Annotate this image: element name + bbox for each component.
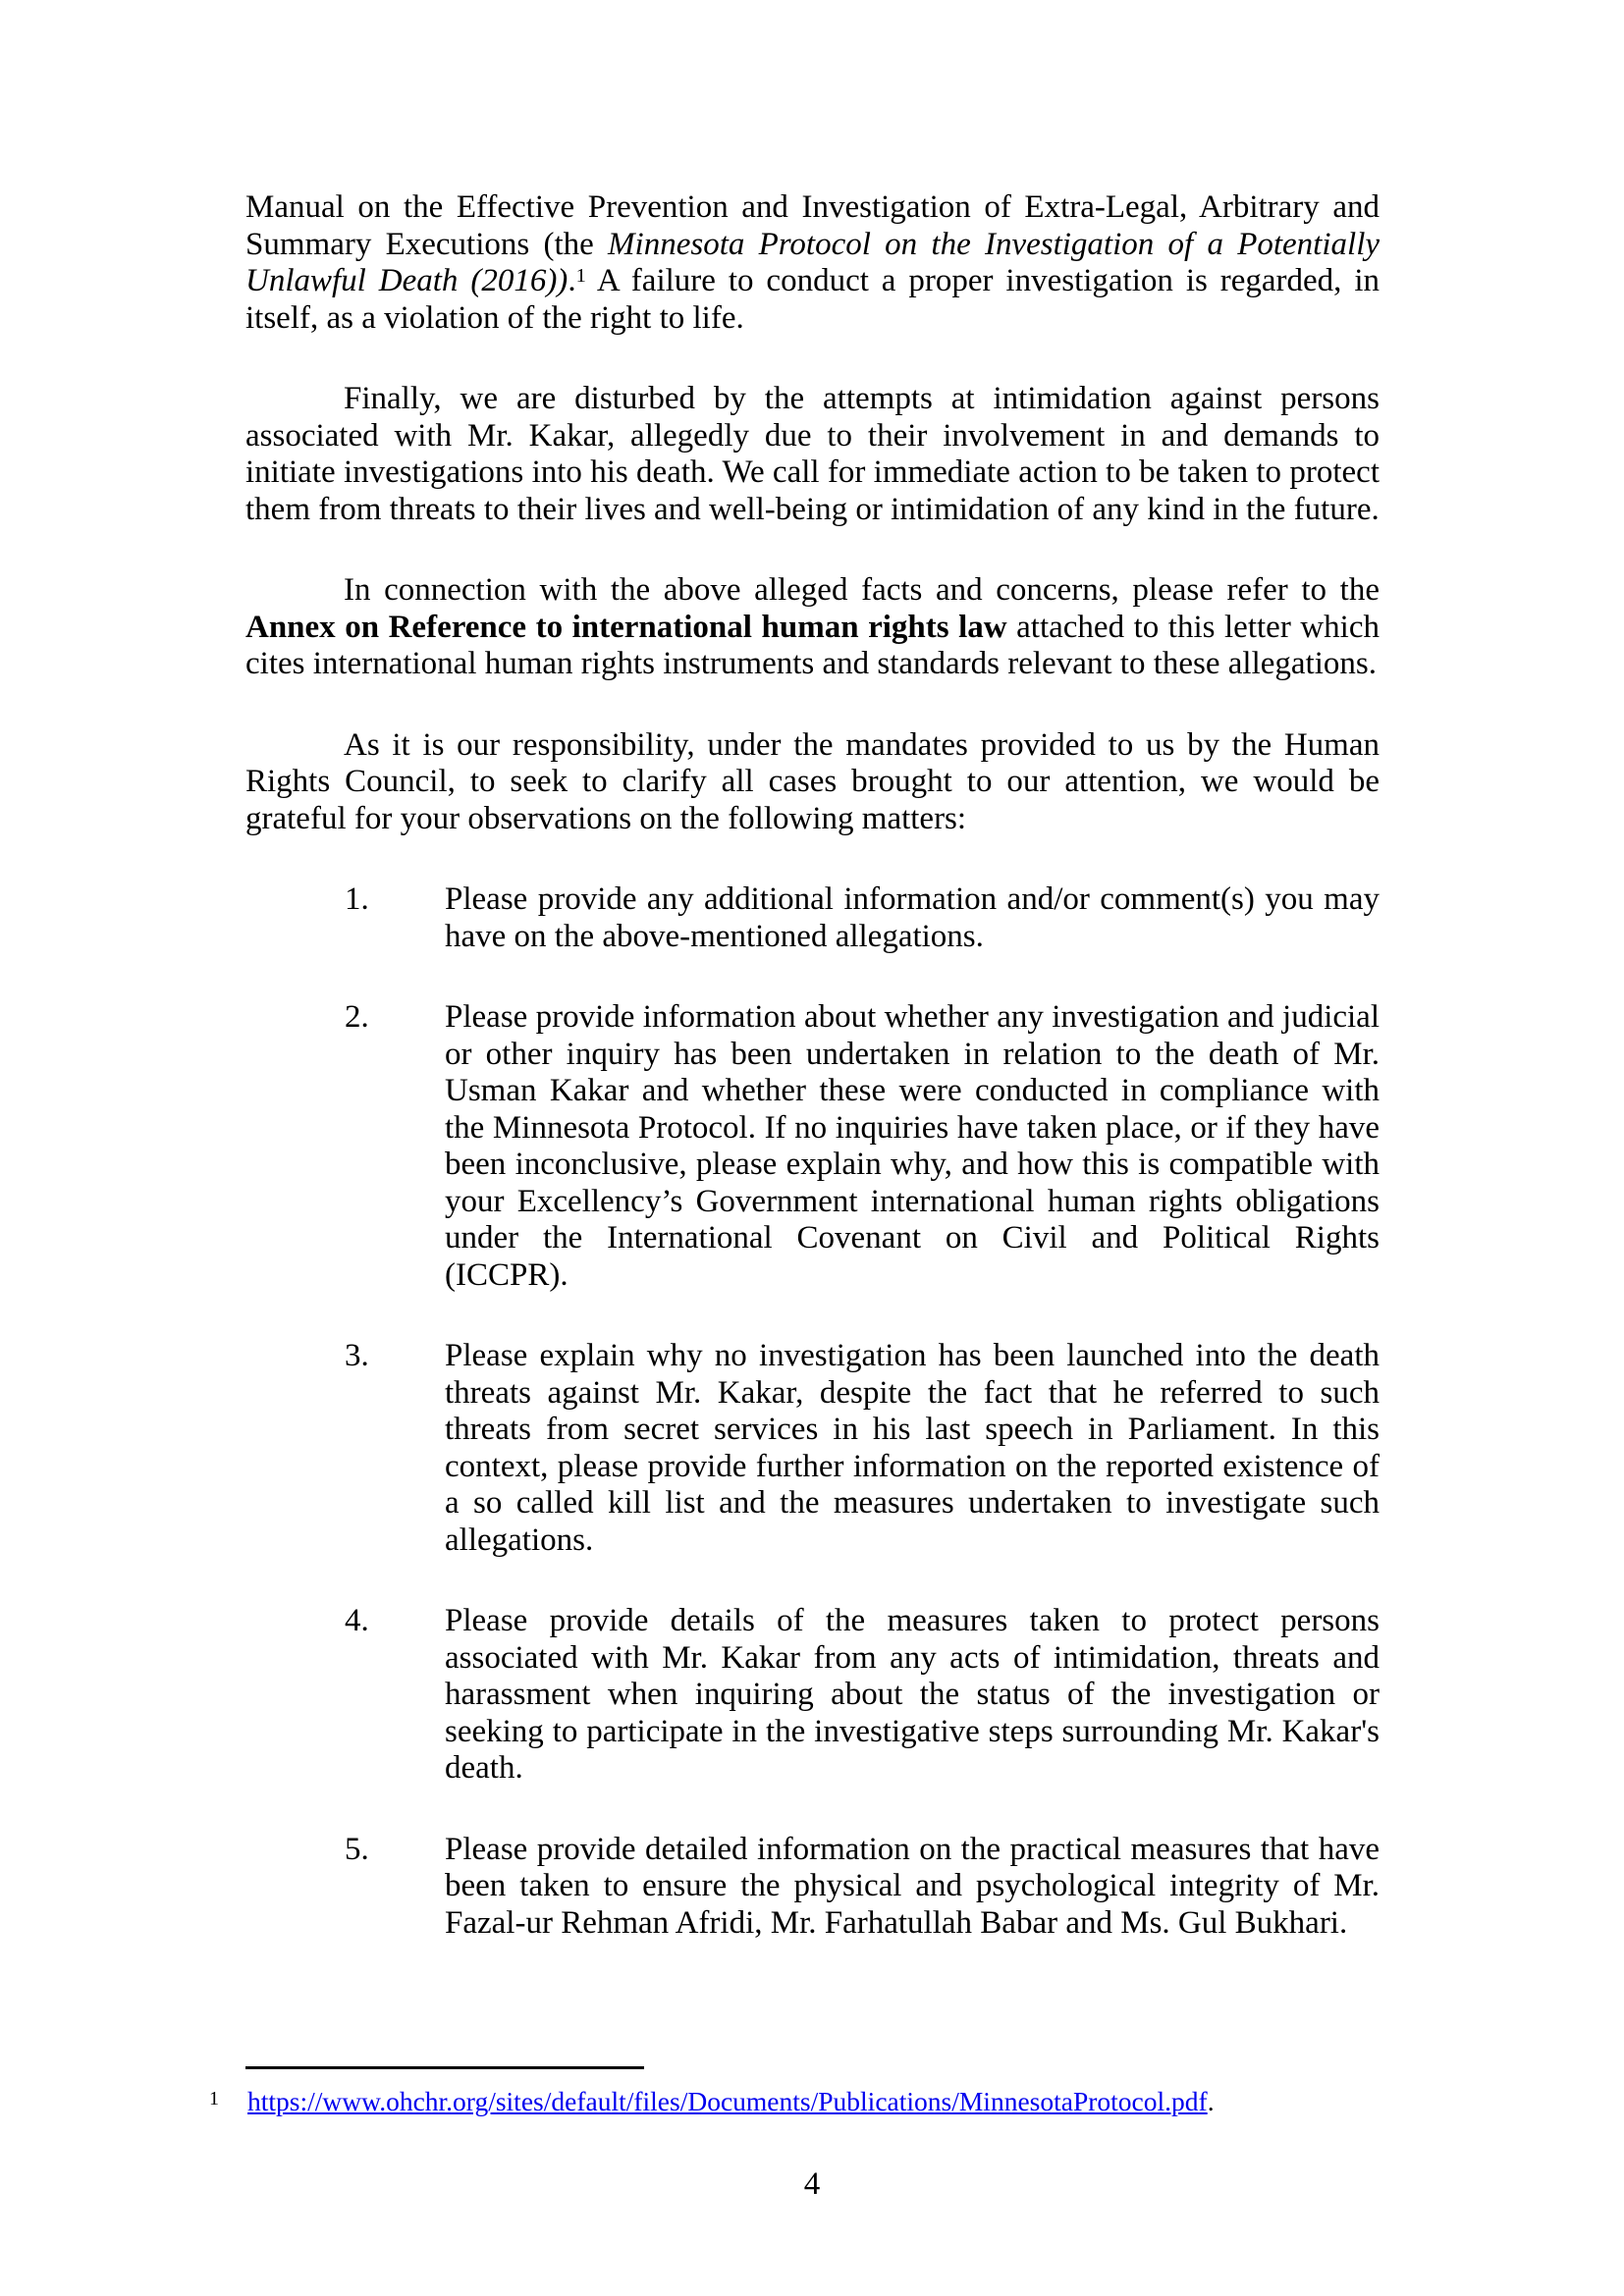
list-item-text: Please provide any additional information and/or comment(s) you may have on the above-mentioned allegations. xyxy=(445,881,1380,954)
paragraph-manual-continuation: Manual on the Effective Prevention and Investigation of Extra-Legal, Arbitrary and Summary Executions (the Minnesota Protocol on the Investigation of a Potentially Unlawful Death (2016)).$^1$ A failure to conduct a proper investigation is regarded, in itself, as a violation of the right to life. xyxy=(245,189,1380,336)
list-item-number: 5. xyxy=(345,1831,369,1867)
list-item-text: Please provide information about whether any investigation and judicial or other inquiry has been undertaken in relation to the death of Mr. Usman Kakar and whether these were conducted in compliance with the Minnesota Protocol. If no inquiries have taken place, or if they have been inconclusive, please explain why, and how this is compatible with your Excellency’s Government international human rights obligations under the International Covenant on Civil and Political Rights (ICCPR). xyxy=(445,999,1380,1293)
questions-list xyxy=(245,881,1380,1942)
list-item xyxy=(245,1603,1380,1788)
paragraph-mandates: As it is our responsibility, under the mandates provided to us by the Human Rights Council, to seek to clarify all cases brought to our attention, we would be grateful for your observations on the following matters: xyxy=(245,726,1380,836)
footnote xyxy=(209,2083,1436,2117)
footnote-link[interactable]: https://www.ohchr.org/sites/default/files/Documents/Publications/MinnesotaProtocol.pdf xyxy=(247,2086,1208,2116)
list-item-number: 1. xyxy=(345,881,369,917)
list-item xyxy=(245,1832,1380,1943)
list-item-number: 4. xyxy=(345,1603,369,1638)
footnote-separator xyxy=(245,2066,644,2069)
page-number: 4 xyxy=(803,2166,821,2202)
list-item xyxy=(245,999,1380,1294)
footnote-marker: 1 xyxy=(209,2088,219,2109)
paragraph-annex-reference: In connection with the above alleged facts and concerns, please refer to the Annex on Reference to international human rights law attached to this letter which cites international human rights instruments and standards relevant to these allegations. xyxy=(245,572,1380,681)
list-item-text: Please explain why no investigation has been launched into the death threats against Mr. Kakar, despite the fact that he referred to such threats from secret services in his last speech in Parliament. In this context, please provide further information on the reported existence of a so called kill list and the measures undertaken to investigate such allegations. xyxy=(445,1338,1380,1558)
paragraph-intimidation: Finally, we are disturbed by the attempts at intimidation against persons associated with Mr. Kakar, allegedly due to their involvement in and demands to initiate investigations into his death. We call for immediate action to be taken to protect them from threats to their lives and well-being or intimidation of any kind in the future. xyxy=(245,381,1380,527)
list-item-text: Please provide detailed information on the practical measures that have been taken to ensure the physical and psychological integrity of Mr. Fazal-ur Rehman Afridi, Mr. Farhatullah Babar and Ms. Gul Bukhari. xyxy=(445,1831,1380,1941)
list-item-text: Please provide details of the measures taken to protect persons associated with Mr. Kakar from any acts of intimidation, threats and harassment when inquiring about the status of the investigation or seeking to participate in the investigative steps surrounding Mr. Kakar's death. xyxy=(445,1603,1380,1786)
footnote-period: . xyxy=(1207,2086,1215,2116)
list-item xyxy=(245,1338,1380,1559)
list-item-number: 2. xyxy=(345,999,369,1035)
list-item-number: 3. xyxy=(345,1338,369,1373)
letter-body xyxy=(245,189,1380,1986)
list-item xyxy=(245,881,1380,955)
